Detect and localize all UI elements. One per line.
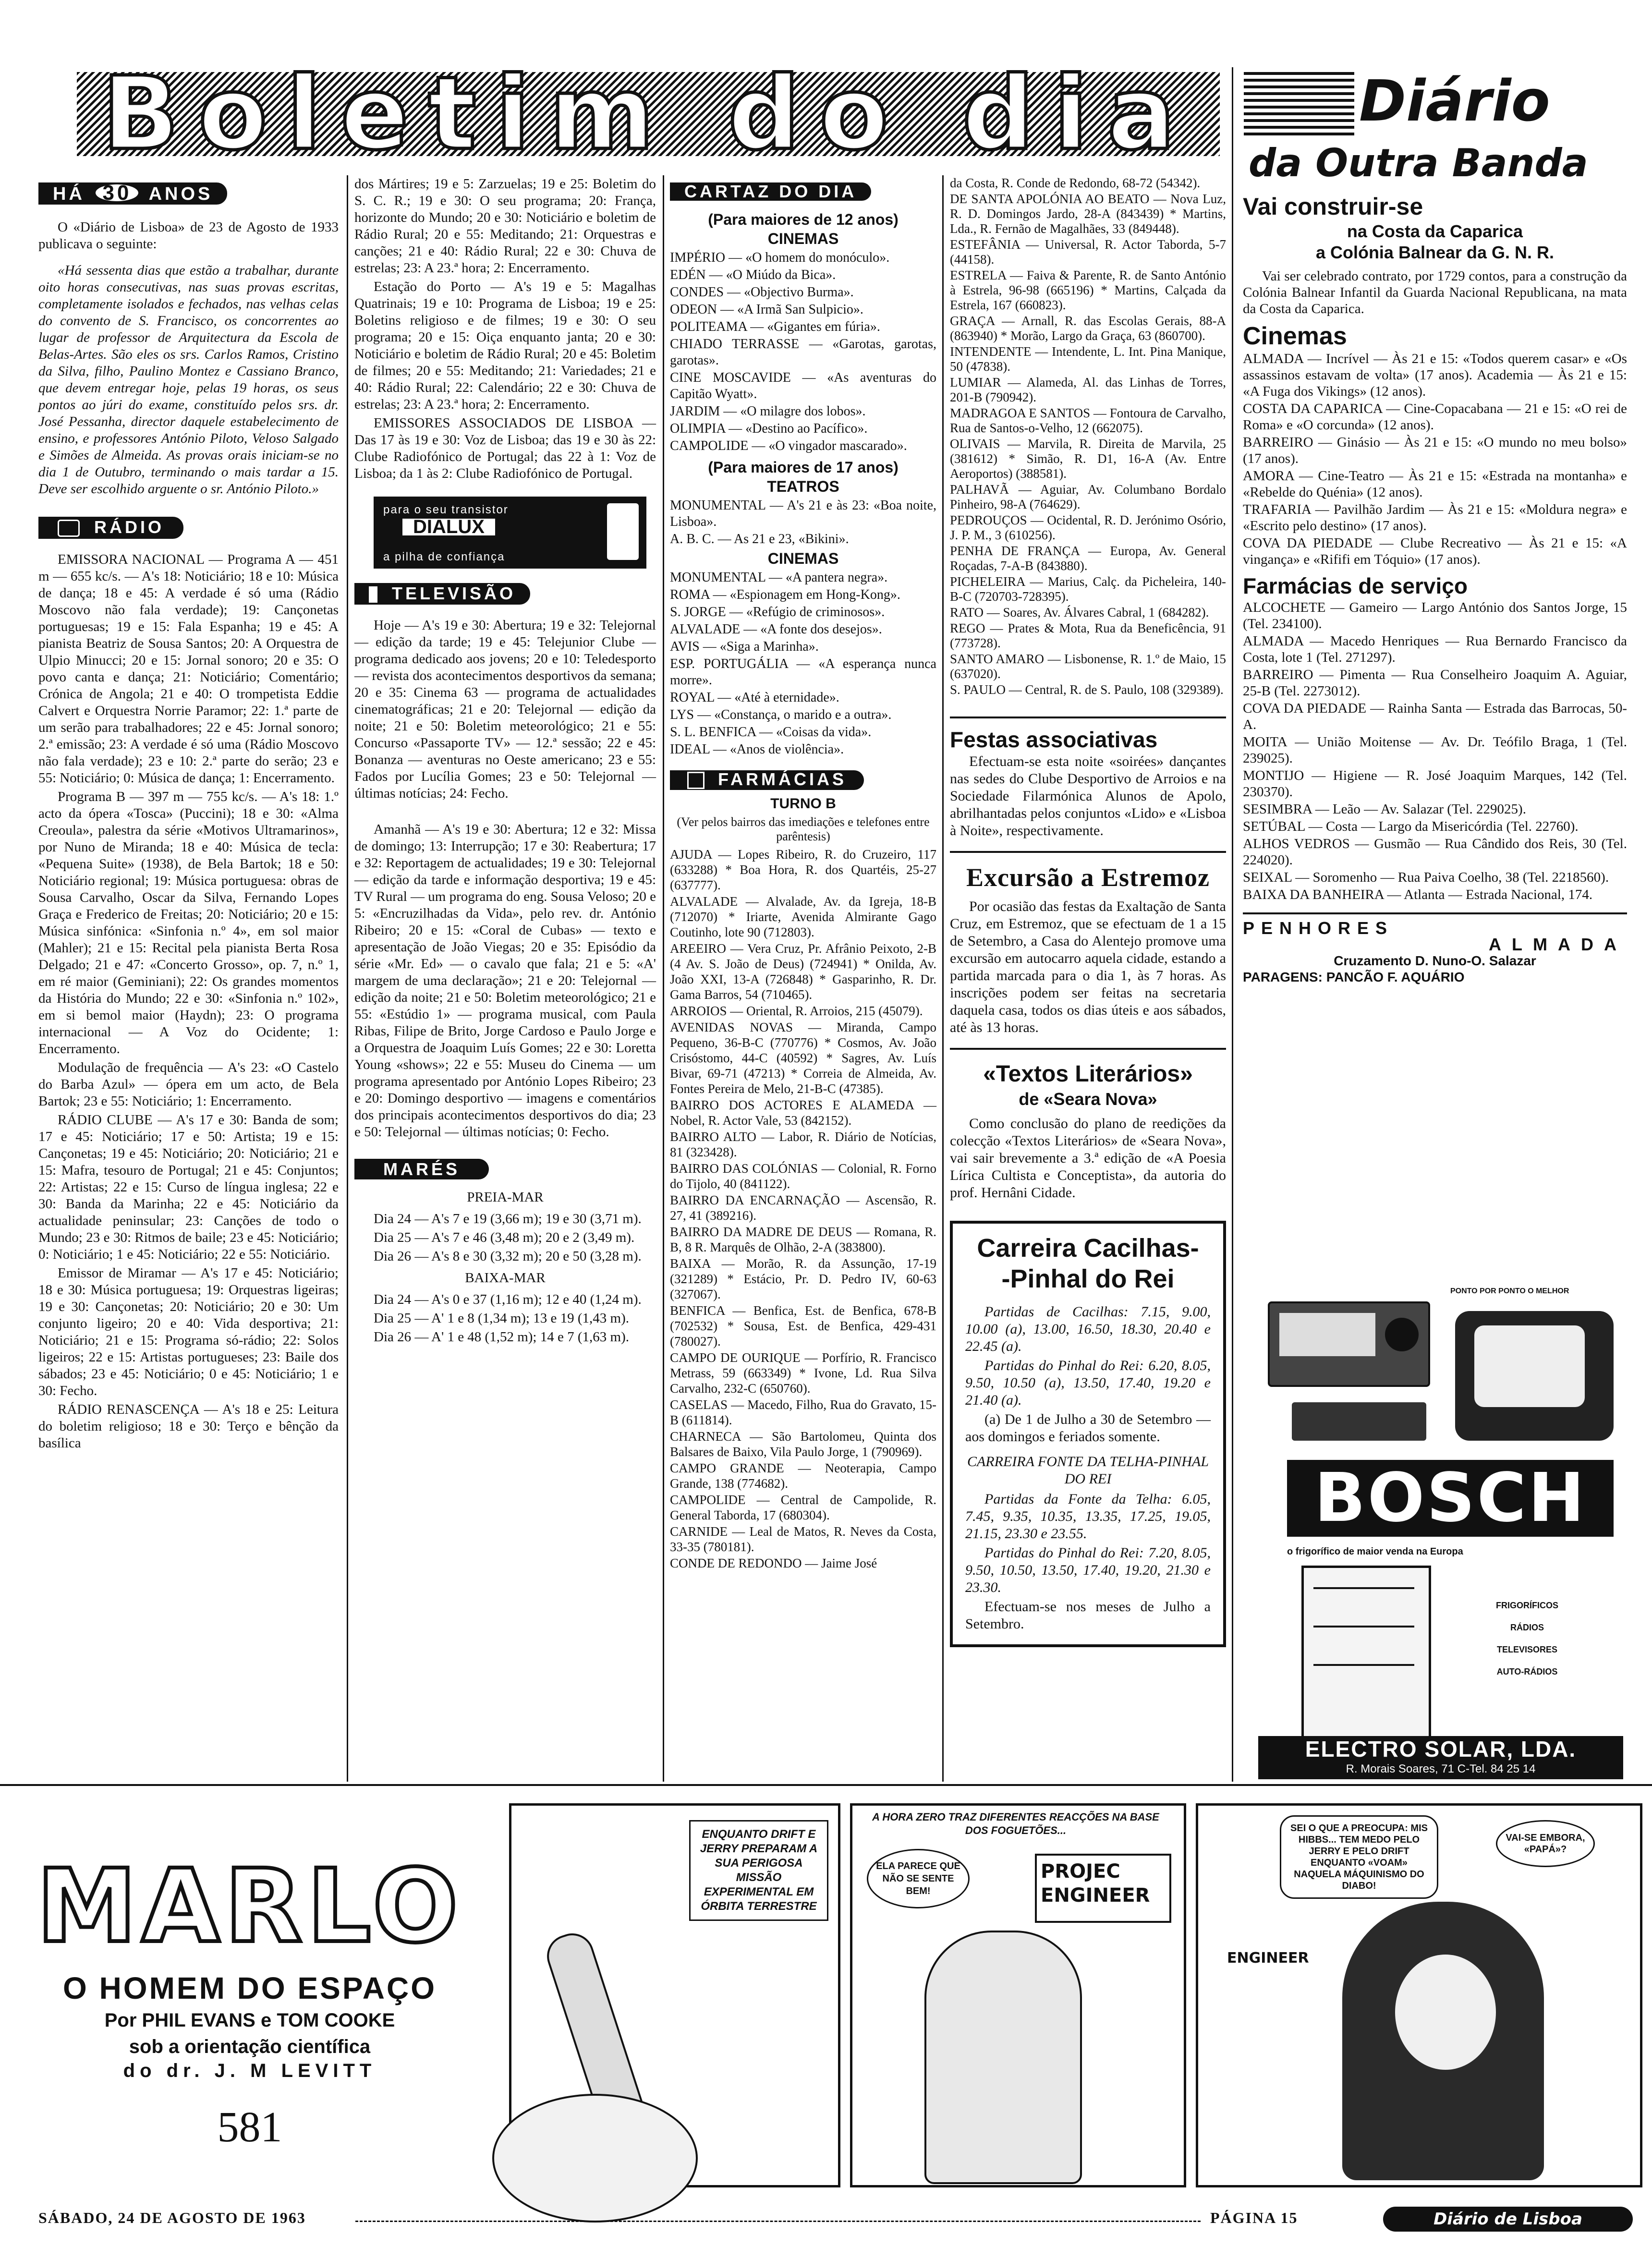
list-item: LYS — «Constança, o marido e a outra». — [670, 707, 892, 722]
festas-text: Efectuam-se esta noite «soirées» dançantes nas sedes do Clube Desportivo de Arroios e na Sociedade Filarmónica Alunos de Apolo, abrilhantadas pelos conjuntos «Lido» e «Lisboa à Noite», respectivamente. — [950, 753, 1226, 838]
column-3 — [670, 182, 936, 1572]
list-item: COVA DA PIEDADE — Clube Recreativo — Às 21 e 15: «A vingança» e «Rififi em Tóquio» (17 anos). — [1243, 535, 1627, 567]
carreira-line: Partidas da Fonte da Telha: 6.05, 7.45, 9.35, 10.35, 13.35, 17.25, 19.05, 21.15, 23.30 e 23.55. — [965, 1491, 1211, 1542]
cinemas-heading-2: CINEMAS — [767, 550, 839, 567]
list-item: BAIRRO DA ENCARNAÇÃO — Ascensão, R. 27, 41 (389216). — [670, 1193, 936, 1223]
bosch-items: FRIGORÍFICOS RÁDIOS TELEVISORES AUTO-RÁDIOS — [1496, 1601, 1558, 1676]
list-item: BAIXA — Morão, R. da Assunção, 17-19 (321289) * Estácio, Pr. D. Pedro IV, 60-63 (327067). — [670, 1256, 936, 1302]
footer-dashes — [355, 2221, 1201, 2222]
panel3-balloon-2: VAI-SE EMBORA, «PAPÁ»? — [1496, 1820, 1595, 1867]
list-item: RATO — Soares, Av. Álvares Cabral, 1 (684282). — [950, 605, 1209, 619]
masthead-title: Boletim do dia — [102, 55, 1195, 172]
list-item: ODEON — «A Irmã San Sulpicio». — [670, 302, 863, 317]
construir-sub1: na Costa da Caparica — [1347, 221, 1523, 241]
brand-diario: Diário — [1359, 68, 1550, 134]
list-item: OLIMPIA — «Destino ao Pacífico». — [670, 421, 868, 436]
radio-porto: Estação do Porto — A's 19 e 5: Magalhas Quatrinais; 19 e 10: Programa de Lisboa; 19 e 25: Boletins religioso e de filmes; 19 e 30: O seu programa; 20 e 15: Oiça enquanto janta; 20 e 30: Noticiário e boletim de Rádio Rural; 20 e 45: Boletim de filmes; 20 e 55: Meditando; 21: Variedades; 21 e 40: Rádio Rural; 22: Calendário; 22 e 30: Chuva de estrelas; 23: A 23.ª hora; 2: Encerramento. — [354, 279, 656, 412]
carreira-line: Partidas do Pinhal do Rei: 6.20, 8.05, 9.50, 10.50 (a), 13.50, 17.40, 19.20 e 21.40 (a). — [965, 1358, 1211, 1408]
comic-panel-2 — [850, 1803, 1186, 2187]
list-item: ALMADA — Macedo Henriques — Rua Bernardo Francisco da Costa, lote 1 (Tel. 271297). — [1243, 633, 1627, 665]
baixa-row: Dia 24 — A's 0 e 37 (1,16 m); 12 e 40 (1,24 m). — [374, 1292, 642, 1308]
preia-mar-heading: PREIA-MAR — [467, 1190, 544, 1205]
list-item: REGO — Prates & Mota, Rua da Beneficência, 91 (773728). — [950, 621, 1226, 650]
marlo-title: MARLO — [36, 1847, 463, 1965]
textos-title: «Textos Literários» — [983, 1061, 1193, 1087]
radio-emissores: EMISSORES ASSOCIADOS DE LISBOA — Das 17 às 19 e 30: Voz de Lisboa; das 19 e 30 às 22: Clube Radiofónico de Portugal; das 22 à 1: Voz de Lisboa; da 1 às 2: Clube Radiofónico de Portugal. — [354, 415, 656, 481]
car-radio-illustration — [1292, 1402, 1426, 1441]
marlo-number: 581 — [217, 2103, 282, 2151]
list-item: ALVALADE — «A fonte dos desejos». — [670, 622, 882, 637]
marlo-orient1: sob a orientação científica — [129, 2036, 371, 2057]
list-item: CHIADO TERRASSE — «Garotas, garotas, garotas». — [670, 337, 936, 368]
panel2-balloon: ELA PARECE QUE NÃO SE SENTE BEM! — [867, 1849, 970, 1908]
farmacias-list — [670, 847, 936, 1571]
list-item: PICHELEIRA — Marius, Calç. da Picheleira, 140-B-C (720703-728395). — [950, 574, 1226, 604]
column-5 — [1243, 192, 1627, 985]
list-item: IDEAL — «Anos de violência». — [670, 742, 844, 757]
list-item: BAIRRO DOS ACTORES E ALAMEDA — Nobel, R. Actor Vale, 53 (842152). — [670, 1098, 936, 1128]
list-item: ROMA — «Espionagem em Hong-Kong». — [670, 587, 900, 602]
penhores-paragens: PARAGENS: PANCÃO F. AQUÁRIO — [1243, 970, 1465, 984]
list-item: INTENDENTE — Intendente, L. Int. Pina Manique, 50 (47838). — [950, 344, 1226, 374]
list-item: BAIRRO DAS COLÓNIAS — Colonial, R. Forno do Tijolo, 40 (841122). — [670, 1161, 936, 1191]
radio-continued: dos Mártires; 19 e 5: Zarzuelas; 19 e 25: Boletim do S. C. R.; 19 e 30: O seu programa; 20: França, horizonte do Mundo; 20 e 30: Noticiário e boletim de Rádio Rural; 20 e 55: Meditando; 21: Orquestras e canções; 21 e 40: Rádio Rural; 22 e 30: Chuva de estrelas; 23: A 23.ª hora; 2: Encerramento. — [354, 176, 656, 276]
panel3-sign: ENGINEER — [1227, 1950, 1309, 1967]
panel2-sign: PROJEC ENGINEER — [1035, 1854, 1171, 1923]
list-item: MOITA — União Moitense — Av. Dr. Teófilo Braga, 1 (Tel. 239025). — [1243, 734, 1627, 766]
bosch-tagline: o frigorífico de maior venda na Europa — [1287, 1546, 1463, 1557]
list-item: PENHA DE FRANÇA — Europa, Av. General Roçadas, 7-A-B (843880). — [950, 544, 1226, 573]
list-item: MADRAGOA E SANTOS — Fontoura de Carvalho, Rua de Santos-o-Velho, 12 (662075). — [950, 406, 1226, 435]
list-item: IMPÉRIO — «O homem do monóculo». — [670, 250, 890, 265]
construir-sub2: a Colónia Balnear da G. N. R. — [1315, 243, 1555, 262]
excursao-section — [950, 851, 1226, 1036]
carreira-box — [950, 1221, 1226, 1647]
list-item: ALCOCHETE — Gameiro — Largo António dos Santos Jorge, 15 (Tel. 234100). — [1243, 600, 1627, 632]
bosch-ad — [1249, 1258, 1633, 1782]
column-rule — [1232, 67, 1233, 1782]
list-item: COVA DA PIEDADE — Rainha Santa — Estrada das Barrocas, 50-A. — [1243, 701, 1627, 732]
list-item: BAIXA DA BANHEIRA — Atlanta — Estrada Nacional, 174. — [1243, 887, 1593, 902]
list-item: AMORA — Cine-Teatro — Às 21 e 15: «Estrada na montanha» e «Rebelde do Quénia» (12 anos). — [1243, 468, 1627, 500]
panel2-caption: A HORA ZERO TRAZ DIFERENTES REACÇÕES NA BASE DOS FOGUETÕES... — [872, 1811, 1159, 1836]
list-item: POLITEAMA — «Gigantes em fúria». — [670, 319, 880, 334]
excursao-title: Excursão a Estremoz — [966, 863, 1210, 892]
list-item: COSTA DA CAPARICA — Cine-Copacabana — 21 e 15: «O rei de Roma» e «O corcunda» (12 anos). — [1243, 401, 1627, 433]
carreira-sub-title: CARREIRA FONTE DA TELHA-PINHAL DO REI — [967, 1454, 1209, 1487]
radio-para: RÁDIO RENASCENÇA — A's 18 e 25: Leitura do boletim religioso; 18 e 30: Terço e bênção da basílica — [38, 1402, 339, 1451]
teatros-heading: TEATROS — [767, 478, 839, 495]
penhores-address: Cruzamento D. Nuno-O. Salazar — [1334, 953, 1536, 968]
list-item: ESTRELA — Faiva & Parente, R. de Santo António à Estrela, 96-98 (665196) * Martins, Calçada da Estrela, 167 (660823). — [950, 268, 1226, 312]
list-item: EDÉN — «O Miúdo da Bica». — [670, 267, 836, 282]
bosch-logo: BOSCH — [1287, 1460, 1614, 1537]
list-item: CHARNECA — São Bartolomeu, Quinta dos Balsares de Baixo, Vila Paulo Jorge, 1 (790969). — [670, 1429, 936, 1459]
carreira-line: (a) De 1 de Julho a 30 de Setembro — aos domingos e feriados somente. — [965, 1411, 1211, 1445]
cinemas-title: Cinemas — [1243, 322, 1347, 350]
farmacias-tag: FARMÁCIAS — [670, 770, 936, 790]
list-item: S. JORGE — «Refúgio de criminosos». — [670, 605, 885, 619]
carreira-line: Partidas do Pinhal do Rei: 7.20, 8.05, 9.50, 10.50, 13.50, 17.40, 19.20, 21.30 e 23.30. — [965, 1545, 1211, 1595]
preia-row: Dia 26 — A's 8 e 30 (3,32 m); 20 e 50 (3,28 m). — [374, 1249, 642, 1264]
radio-para: Modulação de frequência — A's 23: «O Castelo do Barba Azul» — ópera em um acto, de Bela Bartok; 23 e 55: Noticiário; 1: Encerramento. — [38, 1060, 339, 1109]
dealer-name: ELECTRO SOLAR, LDA. — [1305, 1737, 1577, 1761]
list-item: JARDIM — «O milagre dos lobos». — [670, 404, 866, 419]
woman-illustration — [1342, 1902, 1544, 2180]
list-item: BAIRRO DA MADRE DE DEUS — Romana, R. B, 8 R. Marquês de Olhão, 2-A (383800). — [670, 1225, 936, 1255]
farmacias-servico-title: Farmácias de serviço — [1243, 573, 1468, 598]
carreira-title-2: -Pinhal do Rei — [1001, 1264, 1175, 1293]
list-item: ESP. PORTUGÁLIA — «A esperança nunca morre». — [670, 656, 936, 688]
construir-text: Vai ser celebrado contrato, por 1729 contos, para a construção da Colónia Balnear Infantil da Guarda Nacional Republicana, na mata da Costa da Caparica. — [1243, 268, 1627, 316]
pharmacy-icon — [687, 772, 705, 789]
penhores-city: ALMADA — [1489, 935, 1627, 954]
penhores-box — [1243, 912, 1627, 985]
list-item: SESIMBRA — Leão — Av. Salazar (Tel. 229025). — [1243, 802, 1526, 817]
list-item: BAIRRO ALTO — Labor, R. Diário de Notícias, 81 (323428). — [670, 1130, 936, 1160]
festas-section — [950, 717, 1226, 839]
cinema-list-17 — [670, 570, 936, 758]
outra-banda-cinemas — [1243, 351, 1627, 568]
teatros-list — [670, 498, 936, 547]
list-item: S. L. BENFICA — «Coisas da vida». — [670, 725, 872, 740]
brand-stripes — [1244, 72, 1354, 139]
section-rule — [0, 1784, 1652, 1786]
ha30-intro: O «Diário de Lisboa» de 23 de Agosto de 1933 publicava o seguinte: — [38, 219, 339, 252]
textos-section — [950, 1048, 1226, 1202]
marlo-orient2: do dr. J. M LEVITT — [123, 2060, 377, 2081]
column-4 — [950, 176, 1226, 1647]
list-item: GRAÇA — Arnall, R. das Escolas Gerais, 88-A (863940) * Morão, Largo da Graça, 63 (860700). — [950, 314, 1226, 343]
marlo-subtitle: O HOMEM DO ESPAÇO — [63, 1971, 437, 2005]
list-item: da Costa, R. Conde de Redondo, 68-72 (54342). — [950, 176, 1201, 190]
column-2 — [354, 176, 656, 1348]
radio-para: Emissor de Miramar — A's 17 e 45: Noticiário; 18 e 30: Música portuguesa; 19: Orquestras ligeiras; 19 e 30: Cançonetas; 20: Noticiário; 20 e 30: Um conjunto ligeiro; 20 e 40: Vida desportiva; 21: Noticiário; 21 e 15: Programa só-rádio; 22: Solos ligeiros; 22 e 15: Artistas portugueses; 23: Baile dos sábados; 23 e 45: Noticiário; 0 e 45: Noticiário; 1 e 30: Fecho. — [38, 1265, 339, 1399]
scientist-illustration — [924, 1931, 1082, 2184]
tv-amanha: Amanhã — A's 19 e 30: Abertura; 12 e 32: Missa de domingo; 13: Interrupção; 17 e 30: Reabertura; 17 e 32: Reportagem de actualidades; 19 e 30: Telejornal — edição da tarde e informação desportiva; 19 e 45: TV Rural — um programa do eng. Sousa Veloso; 20 e 5: «Encruzilhadas da Vida», pelo rev. dr. António Ribeiro; 20 e 15: «Coral de Cubas» — texto e apresentação de João Viegas; 20 e 35: Episódio da série «Mr. Ed» — o cavalo que fala; 21 e 5: «A' margem de uma declaração»; 21 e 20: Telejornal — edição da noite; 21 e 50: Boletim meteorológico; 21 e 55: «Estúdio 1» — programa musical, com Paula Ribas, Filipe de Brito, Jorge Cardoso e Paulo Jorge e a Orquestra de Joaquim Luís Gomes; 22 e 30: Loretta Young «shows»; 22 e 55: Museu do Cinema — um programa apresentado por António Lopes Ribeiro; 23 e 20: Domingo desportivo — imagens e comentários dos principais acontecimentos desportivos do dia; 23 e 50: Telejornal — últimas notícias; 0: Fecho. — [354, 822, 656, 1140]
bosch-tiny: PONTO POR PONTO O MELHOR — [1450, 1287, 1569, 1295]
ha-30-anos-tag: HÁ 30 ANOS — [38, 182, 339, 205]
list-item: BENFICA — Benfica, Est. de Benfica, 678-B (702532) * Sousa, Est. de Benfica, 429-431 (780027). — [670, 1303, 936, 1349]
list-item: CINE MOSCAVIDE — «As aventuras do Capitão Wyatt». — [670, 370, 936, 401]
list-item: CAMPO DE OURIQUE — Porfírio, R. Francisco Metrass, 59 (663349) * Ivone, Ld. Rua Silva Carvalho, 232-C (650760). — [670, 1350, 936, 1396]
carreira-title-1: Carreira Cacilhas- — [977, 1234, 1199, 1263]
list-item: CONDES — «Objectivo Burma». — [670, 285, 854, 300]
televisao-tag: TELEVISÃO — [354, 583, 656, 605]
list-item: ESTEFÂNIA — Universal, R. Actor Taborda, 5-7 (44158). — [950, 237, 1226, 267]
list-item: A. B. C. — As 21 e 23, «Bikini». — [670, 532, 849, 547]
textos-subtitle: de «Seara Nova» — [1019, 1089, 1157, 1109]
list-item: TRAFARIA — Pavilhão Jardim — Às 21 e 15: «Moldura negra» e «Escrito pelo destino» (17 anos). — [1243, 502, 1627, 534]
radio-para: Programa B — 397 m — 755 kc/s. — A's 18: 1.º acto da ópera «Tosca» (Puccini); 18 e 30: «Alma Creoula», palestra da série «Motivos Ultramarinos», por Nuno de Miranda; 18 e 40: Música de tecla: «Pequena Suite» (1938), de Bela Bartok; 18 e 50: Noticiário regional; 19: Música portuguesa: obras de Sousa Carvalho, Oscar da Silva, Fernando Lopes Graça e Frederico de Freitas; 20: Noticiário; 20 e 15: Música sinfónica: «Sinfonia n.º 4», em sol maior (Mahler); 21 e 15: Recital pela pianista Berta Rosa Delgado; 21 e 47: «Concerto Grosso», op. 7, n.º 1, em ré maior (Geminiani); 22: Os grandes momentos da História do Mundo; 22 e 30: «Sinfonia n.º 102», em si bemol maior (Haydn); 23: O programa internacional — A Voz do Ocidente; 1: Encerramento. — [38, 789, 339, 1057]
column-1 — [38, 182, 339, 1454]
turno-heading: TURNO B — [770, 796, 836, 812]
festas-title: Festas associativas — [950, 727, 1158, 752]
penhores-title: PENHORES — [1243, 918, 1394, 938]
carreira-line: Partidas de Cacilhas: 7.15, 9.00, 10.00 (a), 13.00, 16.50, 18.30, 20.40 e 22.45 (a). — [965, 1304, 1211, 1354]
comic-panel-3 — [1196, 1803, 1642, 2187]
list-item: CARNIDE — Leal de Matos, R. Neves da Costa, 33-35 (780181). — [670, 1524, 936, 1555]
list-item: AVENIDAS NOVAS — Miranda, Campo Pequeno, 36-B-C (770776) * Cosmos, Av. João Crisóstomo, 44-C (40592) * Sagres, Av. Luís Bivar, 69-71 (47213) * Correia de Almeida, Av. Fontes Pereira de Melo, 21-B-C (47385). — [670, 1020, 936, 1096]
list-item: PEDROUÇOS — Ocidental, R. D. Jerónimo Osório, J. P. M., 3 (610256). — [950, 513, 1226, 542]
baixa-row: Dia 25 — A' 1 e 8 (1,34 m); 13 e 19 (1,43 m). — [374, 1311, 629, 1326]
panel3-balloon-1: SEI O QUE A PREOCUPA: MIS HIBBS... TEM MEDO PELO JERRY E PELO DRIFT ENQUANTO «VOAM» NAQUELA MÁQUINISMO DO DIABO! — [1280, 1815, 1438, 1899]
mares-tag: MARÉS — [354, 1159, 656, 1179]
list-item: ALMADA — Incrível — Às 21 e 15: «Todos querem casar» e «Os assassinos estavam de volta» (17 anos). Academia — Às 21 e 15: «A Fuga dos Vikings» (12 anos). — [1243, 351, 1627, 399]
list-item: PALHAVÃ — Aguiar, Av. Columbano Bordalo Pinheiro, 98-A (764629). — [950, 482, 1226, 511]
list-item: SEIXAL — Soromenho — Rua Paiva Coelho, 38 (Tel. 2218560). — [1243, 870, 1609, 885]
carreira-line: Efectuam-se nos meses de Julho a Setembro. — [965, 1599, 1211, 1632]
outra-banda-farmacias — [1243, 599, 1627, 903]
excursao-text: Por ocasião das festas da Exaltação de Santa Cruz, em Estremoz, que se efectuam de 1 a 15 de Setembro, a Casa do Alentejo promove uma excursão em autocarro aquela cidade, estando a partida marcada para o dia 1, às 7 horas. As inscrições podem ser feitas na secretaria daquela casa, todos os dias úteis e aos sábados, até às 13 horas. — [950, 899, 1226, 1035]
list-item: ALVALADE — Alvalade, Av. da Igreja, 18-B (712070) * Iriarte, Avenida Almirante Gago Coutinho, lote 90 (712803). — [670, 894, 936, 940]
radio-icon — [58, 520, 80, 537]
preia-row: Dia 25 — A's 7 e 46 (3,48 m); 20 e 2 (3,49 m). — [374, 1230, 635, 1246]
footer-brand: Diário de Lisboa — [1383, 2207, 1633, 2232]
radio-set-illustration — [1268, 1301, 1430, 1387]
list-item: MONUMENTAL — A's 21 e às 23: «Boa noite, Lisboa». — [670, 498, 936, 529]
brand-outra-banda: da Outra Banda — [1249, 141, 1588, 185]
baixa-row: Dia 26 — A' 1 e 48 (1,52 m); 14 e 7 (1,63 m). — [374, 1329, 629, 1345]
list-item: CAMPOLIDE — Central de Campolide, R. General Taborda, 17 (680304). — [670, 1493, 936, 1523]
sec12-heading: (Para maiores de 12 anos) — [708, 211, 899, 228]
fridge-illustration — [1301, 1566, 1431, 1738]
list-item: ROYAL — «Até à eternidade». — [670, 690, 839, 705]
list-item: AVIS — «Siga a Marinha». — [670, 639, 819, 654]
list-item: S. PAULO — Central, R. de S. Paulo, 108 (329389). — [950, 682, 1224, 697]
list-item: BARREIRO — Ginásio — Às 21 e 15: «O mundo no meu bolso» (17 anos). — [1243, 435, 1627, 466]
column-rule — [942, 175, 944, 1782]
footer-date: SÁBADO, 24 DE AGOSTO DE 1963 — [38, 2209, 306, 2226]
list-item: CAMPOLIDE — «O vingador mascarado». — [670, 438, 907, 453]
cartaz-tag: CARTAZ DO DIA — [670, 182, 936, 202]
list-item: MONUMENTAL — «A pantera negra». — [670, 570, 888, 585]
textos-text: Como conclusão do plano de reedições da colecção «Textos Literários» de «Seara Nova», vai sair brevemente a 3.ª edição de «A Poesia Lírica Cultista e Conceptista», da autoria do prof. Hernâni Cidade. — [950, 1116, 1226, 1201]
list-item: AREEIRO — Vera Cruz, Pr. Afrânio Peixoto, 2-B (4 Av. S. João de Deus) (724941) * Onilda, Av. João XXI, 13-A (726848) * Gasparinho, R. Dr. Gama Barros, 54 (710465). — [670, 941, 936, 1002]
tv-icon — [369, 586, 377, 603]
radio-para: EMISSORA NACIONAL — Programa A — 451 m — 655 kc/s. — A's 18: Noticiário; 18 e 10: Música de dança; 18 e 45: A verdade é só uma (Rádio Moscovo não fala verdade); 19: Cançonetas portuguesas; 19 e 15: Fala Espanha; 19 e 45: A pianista Beatriz de Sousa Santos; 20: A Orquestra de Ulpio Minucci; 20 e 15: Jornal sonoro; 20 e 35: O povo canta e dança; 21: Noticiário; Comentário; Crónica de Angola; 21 e 40: O trompetista Eddie Calvert e Orquestra Norrie Paramor; 22: 1.ª parte de um serão para trabalhadores; 22 e 45: Jornal sonoro; 2.ª emissão; 23: A verdade é só uma (Rádio Moscovo não fala verdade); 23 e 10: 2.ª parte do serão; 23 e 55: Noticiário; 0: Música de dança; 1: Encerramento. — [38, 552, 339, 786]
ha30-quote: «Há sessenta dias que estão a trabalhar, durante oito horas consecutivas, nas suas provas escritas, completamente isolados e fechados, nas velhas celas do convento de S. Francisco, os concorrentes ao lugar de professor de Arquitectura da Escola de Belas-Artes. São eles os srs. Carlos Ramos, Cristino da Silva, filho, Paulino Montez e Cassiano Branco, que devem entregar hoje, pelas 19 horas, os seus pontos ao júri do exame, constituído pelos srs. dr. José Pessanha, director daquele estabelecimento de ensino, e professores António Piloto, Veloso Salgado e Simões de Almeida. As provas orais iniciam-se no dia 1 de Outubro, terminando o mais tardar a 15. Deve ser escolhido arguente o sr. António Piloto.» — [38, 263, 339, 497]
dialux-ad: para o seu transistor DIALUX a pilha de confiança — [374, 497, 646, 569]
cinemas-heading: CINEMAS — [767, 230, 839, 247]
battery-icon — [607, 503, 639, 560]
list-item: SANTO AMARO — Lisbonense, R. 1.º de Maio, 15 (637020). — [950, 652, 1226, 681]
column-rule — [347, 175, 348, 1782]
list-item: CAMPO GRANDE — Neoterapia, Campo Grande, 138 (774682). — [670, 1461, 936, 1491]
preia-row: Dia 24 — A's 7 e 19 (3,66 m); 19 e 30 (3,71 m). — [374, 1211, 642, 1227]
list-item: LUMIAR — Alameda, Al. das Linhas de Torres, 201-B (790942). — [950, 375, 1226, 404]
panel1-caption: ENQUANTO DRIFT E JERRY PREPARAM A SUA PERIGOSA MISSÃO EXPERIMENTAL EM ÓRBITA TERRESTRE — [689, 1820, 828, 1921]
list-item: CASELAS — Macedo, Filho, Rua do Gravato, 15-B (611814). — [670, 1397, 936, 1428]
tv-hoje: Hoje — A's 19 e 30: Abertura; 19 e 32: Telejornal — edição da tarde; 19 e 45: Telejunior Clube — programa dedicado aos jovens; 20 e 10: Teledesporto — revista dos acontecimentos desportivos da semana; 20 e 35: Cinema 63 — programa de actualidades cinematográficas; 21 e 20: Telejornal — edição da noite; 21 e 50: Boletim meteorológico; 21 e 55: Concurso «Passaporte TV» — 12.ª sessão; 22 e 45: Bonanza — aventuras no Oeste americano; 23 e 55: Fados por Lucília Gomes; 23 e 50: Telejornal — últimas notícias; 24: Fecho. — [354, 618, 656, 802]
dealer-address: R. Morais Soares, 71 C-Tel. 84 25 14 — [1346, 1762, 1536, 1775]
moon-illustration — [492, 2094, 698, 2223]
marlo-by: Por PHIL EVANS e TOM COOKE — [104, 2010, 395, 2031]
construir-head: Vai construir-se — [1243, 193, 1423, 220]
list-item: OLIVAIS — Marvila, R. Direita de Marvila, 25 (381612) * Simão, R. D1, 16-A (Av. Entre Aeroportos) (388581). — [950, 437, 1226, 481]
tv-set-illustration — [1455, 1311, 1614, 1441]
dealer-box — [1258, 1736, 1623, 1779]
comic-panel-1 — [509, 1803, 840, 2187]
list-item: ALHOS VEDROS — Gusmão — Rua Cândido dos Reis, 30 (Tel. 224020). — [1243, 836, 1627, 868]
list-item: ARROIOS — Oriental, R. Arroios, 215 (45079). — [670, 1004, 923, 1019]
list-item: CONDE DE REDONDO — Jaime José — [670, 1556, 877, 1571]
farmacias-note: (Ver pelos bairros das imediações e telefones entre parêntesis) — [677, 815, 930, 844]
thirty-badge: 30 — [96, 184, 138, 201]
radio-para: RÁDIO CLUBE — A's 17 e 30: Banda de som; 17 e 45: Noticiário; 17 e 50: Artista; 19 e 15: Cançonetas; 19 e 45: Noticiário; 20: Noticiário; 21 e 15: Mafra, tesouro de Portugal; 21 e 45: Conjuntos; 22: Artistas; 22 e 15: Curso de língua inglesa; 22 e 30: Banda da Marinha; 22 e 45: Noticiário da actualidade peninsular; 23: Canções de todo o Mundo; 23 e 30: Ritmos de baile; 23 e 45: Noticiário; 0: Noticiário; 1 e 45: Noticiário; 22 e 55: Noticiário. — [38, 1112, 339, 1263]
list-item: MONTIJO — Higiene — R. José Joaquim Marques, 142 (Tel. 230370). — [1243, 768, 1627, 800]
radio-tag: RÁDIO — [38, 517, 339, 539]
sec17-heading: (Para maiores de 17 anos) — [708, 459, 899, 476]
list-item: BARREIRO — Pimenta — Rua Conselheiro Joaquim A. Aguiar, 25-B (Tel. 2273012). — [1243, 667, 1627, 699]
dialux-logo: DIALUX — [402, 519, 495, 535]
farmacias-list-continued — [950, 176, 1226, 697]
column-rule — [663, 175, 664, 1782]
list-item: AJUDA — Lopes Ribeiro, R. do Cruzeiro, 117 (633288) * Boa Hora, R. dos Quartéis, 25-27 (637777). — [670, 847, 936, 893]
cinema-list-12 — [670, 250, 936, 454]
rocket-illustration — [541, 1928, 644, 2119]
list-item: SETÚBAL — Costa — Largo da Misericórdia (Tel. 22760). — [1243, 819, 1579, 834]
footer-page: PÁGINA 15 — [1210, 2209, 1298, 2226]
list-item: DE SANTA APOLÓNIA AO BEATO — Nova Luz, R. D. Domingos Jardo, 28-A (843439) * Martins, Lda., R. Fernão de Magalhães, 33 (849448). — [950, 192, 1226, 236]
baixa-mar-heading: BAIXA-MAR — [465, 1270, 546, 1286]
